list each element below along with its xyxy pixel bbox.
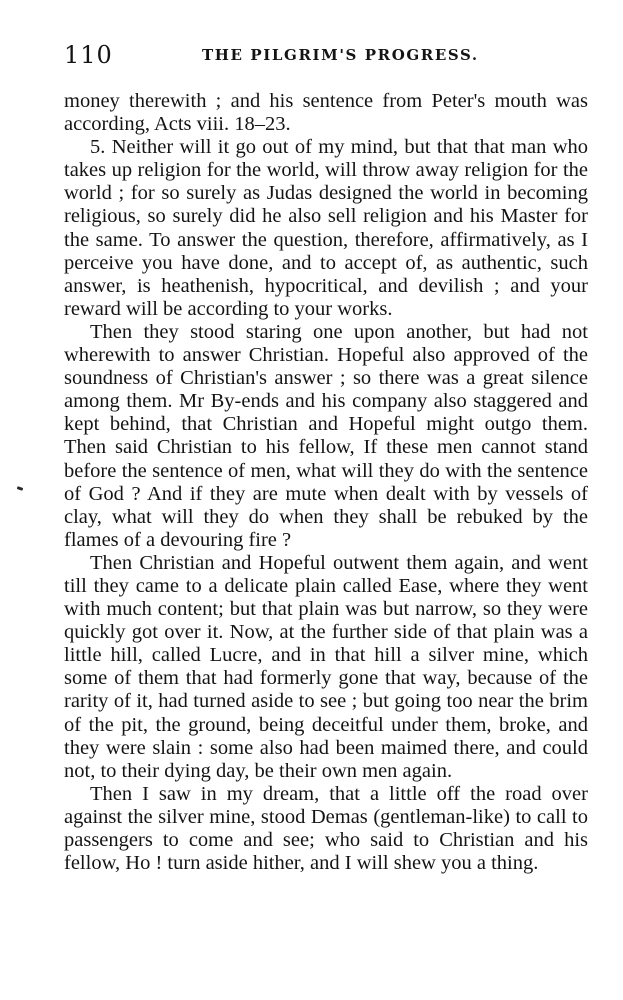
running-title: THE PILGRIM'S PROGRESS.	[202, 46, 479, 64]
paragraph: Then Christian and Hopeful outwent them again, and went till they came to a delicate plain called Ease, where they went with much content; but that plain was but narrow, so they were quickly got over it. Now, at the further side of that plain was a little hill, called Lucre, and in that hill a silver mine, which some of them that had formerly gone that way, because of the rarity of it, had turned aside to see ; but going too near the brim of the pit, the ground, being deceitful under them, broke, and they were slain : some also had been maimed there, and could not, to their dying day, be their own men again.	[64, 551, 588, 782]
paragraph: Then I saw in my dream, that a little off the road over against the silver mine, stood Demas (gentleman-like) to call to passengers to come and see; who said to Christian and his fellow, Ho ! turn aside hither, and I will shew you a thing.	[64, 782, 588, 875]
margin-ink-mark	[17, 486, 24, 491]
page-number: 110	[64, 41, 113, 69]
body-text	[64, 90, 588, 875]
running-head	[64, 40, 586, 70]
paragraph: money therewith ; and his sentence from Peter's mouth was according, Acts viii. 18–23.	[64, 90, 588, 136]
paragraph: Then they stood staring one upon another, but had not wherewith to answer Christian. Hopeful also approved of the soundness of Christian's answer ; so there was a great silence among them. Mr By-ends and his company also staggered and kept behind, that Christian and Hopeful might outgo them. Then said Christian to his fellow, If these men cannot stand before the sentence of men, what will they do with the sentence of God ? And if they are mute when dealt with by vessels of clay, what will they do when they shall be rebuked by the flames of a devouring fire ?	[64, 320, 588, 551]
paragraph: 5. Neither will it go out of my mind, but that that man who takes up religion for the world, will throw away religion for the world ; for so surely as Judas designed the world in becoming religious, so surely did he also sell religion and his Master for the same. To answer the question, therefore, affirmatively, as I perceive you have done, and to accept of, as authentic, such answer, is heathenish, hypocritical, and devilish ; and your reward will be according to your works.	[64, 136, 588, 320]
